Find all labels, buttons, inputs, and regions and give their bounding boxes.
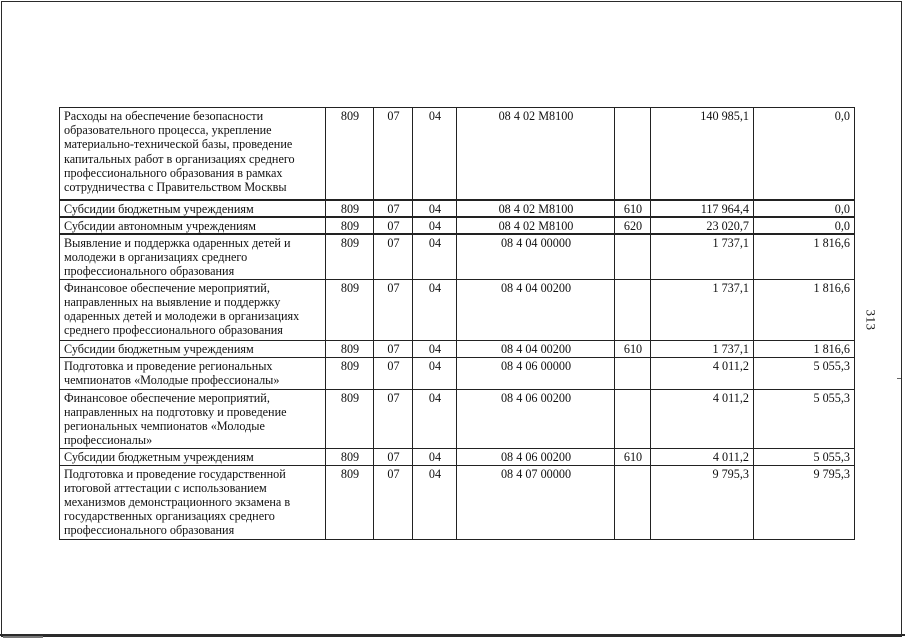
subsection-code-cell: 04 xyxy=(413,217,457,234)
row-name-cell: Субсидии автономным учреждениям xyxy=(60,217,326,234)
ministry-code-cell: 809 xyxy=(326,340,374,357)
amount-year-1-cell: 4 011,2 xyxy=(651,357,754,389)
row-name-cell: Субсидии бюджетным учреждениям xyxy=(60,340,326,357)
expense-type-cell xyxy=(615,465,651,539)
target-article-cell: 08 4 06 00200 xyxy=(457,448,615,465)
amount-year-2-cell: 5 055,3 xyxy=(754,357,855,389)
table-row xyxy=(60,340,855,357)
section-code-cell: 07 xyxy=(374,448,413,465)
subsection-code-cell: 04 xyxy=(413,340,457,357)
row-name-cell: Подготовка и проведение государственной итоговой аттестации с использованием механизмов демонстрационного экзамена в государственных организациях среднего профессионального образования xyxy=(60,465,326,539)
section-code-cell: 07 xyxy=(374,465,413,539)
target-article-cell: 08 4 06 00000 xyxy=(457,357,615,389)
table-row xyxy=(60,357,855,389)
row-name-cell: Выявление и поддержка одаренных детей и молодежи в организациях среднего профессионального образования xyxy=(60,234,326,279)
section-code-cell: 07 xyxy=(374,108,413,200)
table-row xyxy=(60,465,855,539)
ministry-code-cell: 809 xyxy=(326,234,374,279)
amount-year-1-cell: 1 737,1 xyxy=(651,340,754,357)
amount-year-1-cell: 4 011,2 xyxy=(651,448,754,465)
amount-year-2-cell: 5 055,3 xyxy=(754,389,855,448)
section-code-cell: 07 xyxy=(374,200,413,217)
amount-year-1-cell: 4 011,2 xyxy=(651,389,754,448)
amount-year-2-cell: 1 816,6 xyxy=(754,340,855,357)
table-row xyxy=(60,234,855,279)
row-name-cell: Подготовка и проведение региональных чемпионатов «Молодые профессионалы» xyxy=(60,357,326,389)
expense-type-cell xyxy=(615,357,651,389)
subsection-code-cell: 04 xyxy=(413,279,457,340)
target-article-cell: 08 4 02 M8100 xyxy=(457,200,615,217)
amount-year-2-cell: 1 816,6 xyxy=(754,279,855,340)
row-name-cell: Расходы на обеспечение безопасности образовательного процесса, укрепление материально-технической базы, проведение капитальных работ в организациях среднего профессионального образования в рамках сотрудничества с Правительством Москвы xyxy=(60,108,326,200)
table-row xyxy=(60,217,855,234)
target-article-cell: 08 4 04 00200 xyxy=(457,279,615,340)
section-code-cell: 07 xyxy=(374,234,413,279)
amount-year-2-cell: 0,0 xyxy=(754,108,855,200)
bottom-border-line xyxy=(0,634,905,636)
table-row xyxy=(60,200,855,217)
subsection-code-cell: 04 xyxy=(413,357,457,389)
amount-year-2-cell: 5 055,3 xyxy=(754,448,855,465)
expense-type-cell xyxy=(615,279,651,340)
section-code-cell: 07 xyxy=(374,279,413,340)
amount-year-1-cell: 9 795,3 xyxy=(651,465,754,539)
amount-year-2-cell: 0,0 xyxy=(754,200,855,217)
ministry-code-cell: 809 xyxy=(326,465,374,539)
amount-year-1-cell: 1 737,1 xyxy=(651,279,754,340)
amount-year-2-cell: 9 795,3 xyxy=(754,465,855,539)
table-row xyxy=(60,448,855,465)
expense-type-cell xyxy=(615,234,651,279)
subsection-code-cell: 04 xyxy=(413,234,457,279)
expense-type-cell: 620 xyxy=(615,217,651,234)
target-article-cell: 08 4 04 00200 xyxy=(457,340,615,357)
amount-year-1-cell: 1 737,1 xyxy=(651,234,754,279)
subsection-code-cell: 04 xyxy=(413,200,457,217)
target-article-cell: 08 4 06 00200 xyxy=(457,389,615,448)
row-name-cell: Финансовое обеспечение мероприятий, направленных на подготовку и проведение региональных чемпионатов «Молодые профессионалы» xyxy=(60,389,326,448)
target-article-cell: 08 4 04 00000 xyxy=(457,234,615,279)
scan-mark xyxy=(3,636,43,638)
page-number: 313 xyxy=(863,309,879,331)
row-name-cell: Субсидии бюджетным учреждениям xyxy=(60,448,326,465)
amount-year-1-cell: 140 985,1 xyxy=(651,108,754,200)
expense-type-cell xyxy=(615,108,651,200)
ministry-code-cell: 809 xyxy=(326,108,374,200)
target-article-cell: 08 4 02 M8100 xyxy=(457,217,615,234)
section-code-cell: 07 xyxy=(374,389,413,448)
ministry-code-cell: 809 xyxy=(326,448,374,465)
amount-year-2-cell: 0,0 xyxy=(754,217,855,234)
subsection-code-cell: 04 xyxy=(413,465,457,539)
table-body xyxy=(60,108,855,540)
section-code-cell: 07 xyxy=(374,217,413,234)
section-code-cell: 07 xyxy=(374,340,413,357)
amount-year-2-cell: 1 816,6 xyxy=(754,234,855,279)
row-name-cell: Субсидии бюджетным учреждениям xyxy=(60,200,326,217)
table-row xyxy=(60,279,855,340)
ministry-code-cell: 809 xyxy=(326,217,374,234)
expense-type-cell: 610 xyxy=(615,448,651,465)
ministry-code-cell: 809 xyxy=(326,389,374,448)
subsection-code-cell: 04 xyxy=(413,448,457,465)
ministry-code-cell: 809 xyxy=(326,279,374,340)
table-row xyxy=(60,108,855,200)
expense-type-cell xyxy=(615,389,651,448)
expense-type-cell: 610 xyxy=(615,200,651,217)
expense-type-cell: 610 xyxy=(615,340,651,357)
subsection-code-cell: 04 xyxy=(413,389,457,448)
row-name-cell: Финансовое обеспечение мероприятий, направленных на выявление и поддержку одаренных детей и молодежи в организациях среднего профессионального образования xyxy=(60,279,326,340)
target-article-cell: 08 4 02 M8100 xyxy=(457,108,615,200)
target-article-cell: 08 4 07 00000 xyxy=(457,465,615,539)
margin-tick-mark xyxy=(897,378,901,379)
ministry-code-cell: 809 xyxy=(326,357,374,389)
subsection-code-cell: 04 xyxy=(413,108,457,200)
ministry-code-cell: 809 xyxy=(326,200,374,217)
table-row xyxy=(60,389,855,448)
section-code-cell: 07 xyxy=(374,357,413,389)
amount-year-1-cell: 23 020,7 xyxy=(651,217,754,234)
budget-table xyxy=(59,107,855,540)
amount-year-1-cell: 117 964,4 xyxy=(651,200,754,217)
